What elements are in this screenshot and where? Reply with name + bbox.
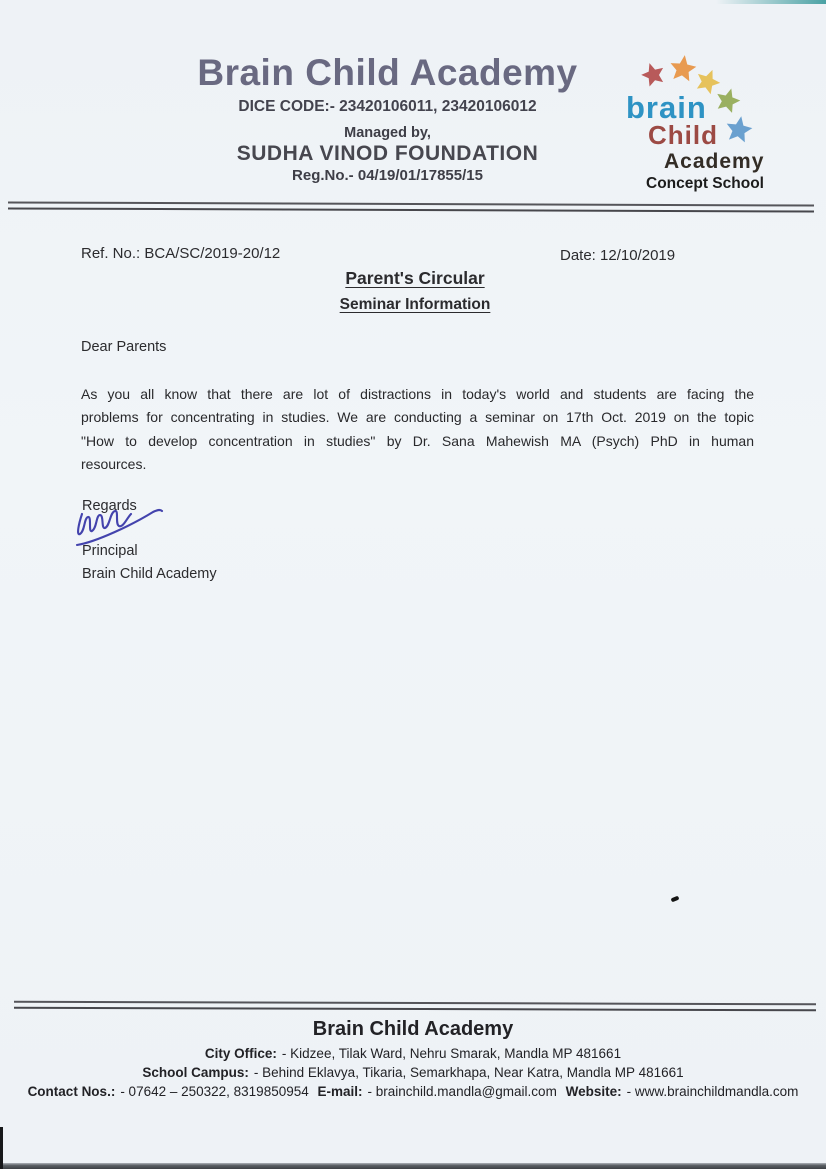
star-icon [639, 60, 668, 88]
logo-word-academy: Academy [664, 150, 765, 173]
scan-edge-artifact [716, 0, 826, 4]
dice-code: DICE CODE:- 23420106011, 23420106012 [238, 97, 537, 115]
ink-speck-artifact [671, 896, 680, 903]
salutation: Dear Parents [81, 339, 167, 355]
star-icon [713, 85, 742, 114]
footer-contact [0, 1084, 826, 1099]
city-office-label: City Office: [204, 1046, 277, 1061]
logo-word-child: Child [648, 120, 718, 150]
circular-subtitle: Seminar Information [339, 296, 491, 313]
circular-title: Parent's Circular [345, 268, 485, 288]
body-line: problems for concentrating in studies. We are conducting a seminar on 17th Oct. 2019 on the topic [81, 409, 754, 426]
footer-school-campus [0, 1065, 826, 1080]
foundation-name: SUDHA VINOD FOUNDATION [236, 141, 539, 165]
contact-label: Contact Nos.: [27, 1084, 116, 1099]
star-icon [668, 53, 697, 82]
signatory-organization: Brain Child Academy [82, 566, 217, 582]
school-campus-value: - Behind Eklavya, Tikaria, Semarkhapa, Near Katra, Mandla MP 481661 [253, 1065, 684, 1080]
closing: Regards [82, 498, 137, 514]
website-value: - www.brainchildmandla.com [626, 1084, 799, 1099]
email-value: - brainchild.mandla@gmail.com [367, 1084, 557, 1099]
reference-number: Ref. No.: BCA/SC/2019-20/12 [81, 245, 281, 262]
school-logo [618, 46, 818, 198]
contact-value: - 07642 – 250322, 8319850954 [120, 1084, 309, 1099]
body-line: "How to develop concentration in studies" by Dr. Sana Mahewish MA (Psych) PhD in human [81, 432, 754, 449]
city-office-value: - Kidzee, Tilak Ward, Nehru Smarak, Mandla MP 481661 [281, 1046, 622, 1061]
registration-number: Reg.No.- 04/19/01/17855/15 [292, 166, 483, 184]
star-icon [724, 114, 754, 143]
footer-city-office [0, 1046, 826, 1061]
letterhead [60, 54, 715, 184]
header-divider [8, 201, 814, 212]
body-line: As you all know that there are lot of distractions in today's world and students are facing the [81, 386, 754, 402]
website-label: Website: [565, 1084, 622, 1099]
logo-tagline: Concept School [646, 175, 764, 192]
school-name-title: Brain Child Academy [197, 52, 578, 93]
managed-by-label: Managed by, [344, 124, 431, 141]
signatory-title: Principal [82, 543, 138, 559]
school-campus-label: School Campus: [142, 1065, 249, 1080]
scan-corner-artifact [0, 1127, 3, 1169]
footer-school-name: Brain Child Academy [312, 1018, 514, 1040]
email-label: E-mail: [317, 1084, 363, 1099]
logo-word-brain: brain [626, 90, 707, 125]
footer-divider [14, 1001, 816, 1012]
scan-bottom-edge [0, 1163, 826, 1169]
body-paragraph [81, 383, 754, 477]
date: Date: 12/10/2019 [560, 247, 676, 264]
body-line: resources. [81, 456, 147, 473]
